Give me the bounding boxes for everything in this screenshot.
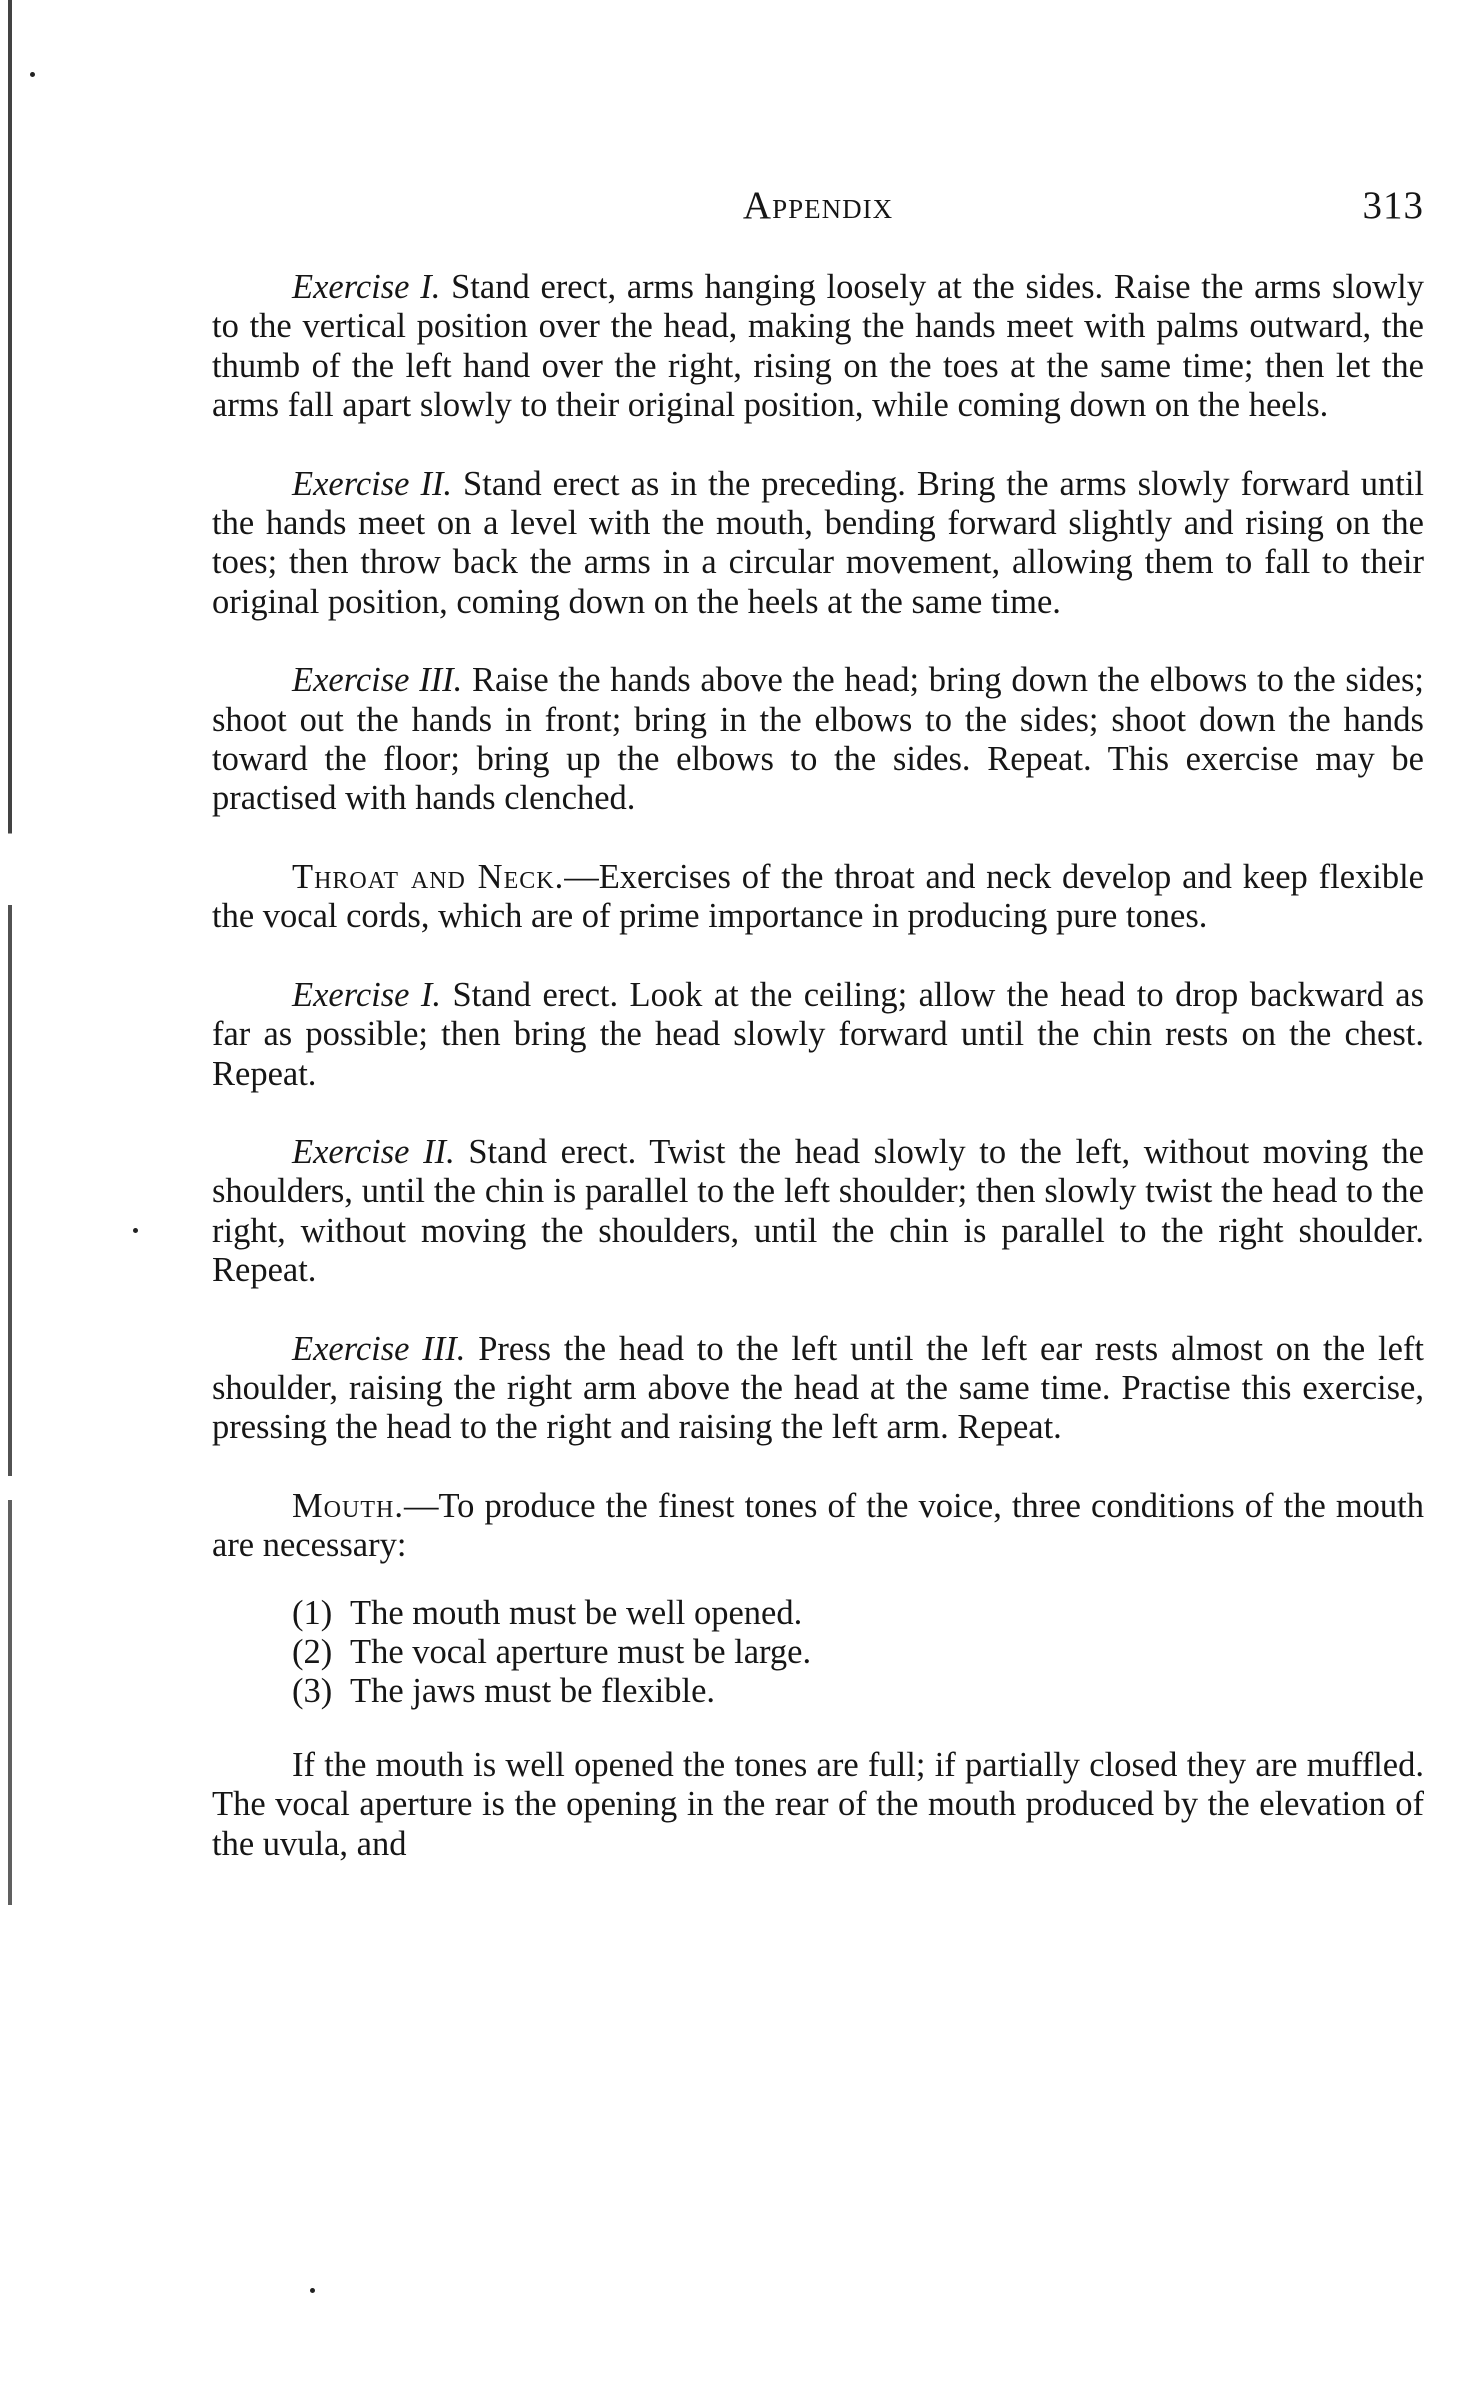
exercise-label: Exercise III. [292, 661, 463, 700]
paragraph-neck-exercise-1 [212, 976, 1424, 1094]
page-header [212, 183, 1424, 233]
paragraph-throat-and-neck [212, 858, 1424, 937]
paragraph-neck-exercise-2 [212, 1133, 1424, 1291]
list-item [212, 1594, 1424, 1633]
list-item [212, 1633, 1424, 1672]
list-text: The mouth must be well opened. [350, 1593, 803, 1632]
list-item [212, 1672, 1424, 1711]
paragraph-text: —To produce the finest tones of the voice, three conditions of the mouth are necessary: [212, 1486, 1424, 1565]
paragraph-closing: If the mouth is well opened the tones are full; if partially closed they are muffled. The vocal aperture is the opening in the rear of the mouth produced by the elevation of the uvula, and [212, 1745, 1424, 1863]
scan-speck [30, 72, 35, 77]
exercise-label: Exercise III. [292, 1329, 466, 1368]
section-label: Mouth. [292, 1486, 404, 1525]
paragraph-text: —Exercises of the throat and neck develop and keep flexible the vocal cords, which are of prime importance in producing pure tones. [212, 857, 1424, 936]
paragraph-text: Stand erect, arms hanging loosely at the sides. Raise the arms slowly to the vertical position over the head, making the hands meet with palms outward, the thumb of the left hand over the right, rising on the toes at the same time; then let the arms fall apart slowly to their original position, while coming down on the heels. [212, 268, 1424, 425]
list-number: (3) [292, 1672, 333, 1711]
paragraph-text: Stand erect. Twist the head slowly to the left, without moving the shoulders, until the chin is parallel to the left shoulder; then slowly twist the head to the right, without moving the shoulders, until the chin is parallel to the right shoulder. Repeat. [212, 1132, 1424, 1290]
page-body [212, 268, 1424, 1903]
paragraph-exercise-2 [212, 465, 1424, 623]
list-number: (1) [292, 1593, 333, 1632]
paragraph-mouth [212, 1487, 1424, 1566]
paragraph-text: Press the head to the left until the left ear rests almost on the left shoulder, raising the right arm above the head at the same time. Practise this exercise, pressing the head to the right and raising the left arm. Repeat. [212, 1329, 1424, 1447]
exercise-label: Exercise II. [292, 1132, 455, 1171]
running-head: Appendix [742, 184, 894, 227]
paragraph-text: Stand erect. Look at the ceiling; allow the head to drop backward as far as possible; then bring the head slowly forward until the chin rests on the chest. Repeat. [212, 975, 1424, 1093]
exercise-label: Exercise II. [292, 464, 453, 503]
paragraph-text: Stand erect as in the preceding. Bring the arms slowly forward until the hands meet on a level with the mouth, bending forward slightly and rising on the toes; then throw back the arms in a circular movement, allowing them to fall to their original position, coming down on the heels at the same time. [212, 464, 1424, 621]
list-number: (2) [292, 1632, 333, 1671]
paragraph-text: Raise the hands above the head; bring down the elbows to the sides; shoot out the hands in front; bring in the elbows to the sides; shoot down the hands toward the floor; bring up the elbows to the sides. Repeat. This exercise may be practised with hands clenched. [212, 661, 1425, 818]
scan-speck [133, 1228, 138, 1233]
list-text: The vocal aperture must be large. [350, 1632, 812, 1671]
exercise-label: Exercise I. [292, 975, 442, 1014]
paragraph-exercise-3 [212, 661, 1424, 819]
exercise-label: Exercise I. [292, 268, 441, 306]
paragraph-neck-exercise-3 [212, 1330, 1424, 1448]
conditions-list [212, 1594, 1424, 1712]
paragraph-exercise-1 [212, 268, 1424, 426]
section-label: Throat and Neck. [292, 857, 565, 896]
list-text: The jaws must be flexible. [350, 1672, 716, 1711]
scan-speck [310, 2288, 315, 2293]
page-number: 313 [1362, 184, 1424, 227]
scan-edge [8, 0, 12, 2381]
